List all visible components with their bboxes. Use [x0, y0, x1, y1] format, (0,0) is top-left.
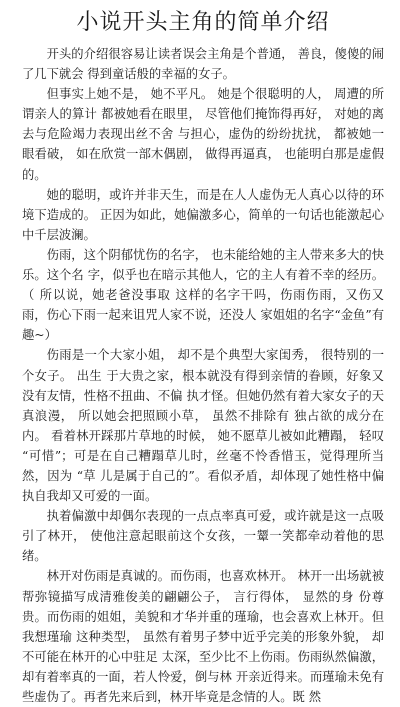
paragraph-5: 伤雨是一个大家小姐， 却不是个典型大家闺秀， 很特别的一个女子。 出生 于大贵之家，根本就没有得到亲情的眷顾，好象又没有友情，性格不扭曲、不偏 执才怪。但她仍然有着大家女子的天真浪漫， 所以她会把照顾小草， 虽然不排除有 独占欲的成分在内。 看着林开踩那片草地的时候， 她不愿草儿被如此糟蹋， 轻叹 “可惜”；可是在自己糟蹋草儿时，丝毫不怜香惜玉，觉得理所当然，因为 “草 儿是属于自己的”。看似矛盾，却体现了她性格中偏执自我却又可爱的一面。 [22, 348, 384, 504]
paragraph-1: 开头的介绍很容易让读者误会主角是个普通， 善良，傻傻的闹了几下就会 得到童话般的幸福的女子。 [22, 47, 384, 82]
paragraph-6: 执着偏激中却偶尔表现的一点点率真可爱，或许就是这一点吸引了林开， 使他注意起眼前这个女孩，一颦一笑都牵动着他的思绪。 [22, 509, 384, 564]
document-title: 小说开头主角的简单介绍 [76, 10, 330, 35]
paragraph-7: 林开对伤雨是真诚的。而伤雨，也喜欢林开。 林开一出场就被帮弥镜描写成清雅俊美的翩翩公子， 言行得体， 显然的身 份尊贵。而伤雨的姐姐，美貌和才华并重的瑾瑜，也会喜欢上林开。但我想瑾瑜 这种类型， 虽然有着男子梦中近乎完美的形象外貌， 却不可能在林开的心中驻足 太深，至少比不上伤雨。伤雨纵然偏激，却有着率真的一面，若人怜爱，倒与林 开亲近得来。而瑾瑜未免有些虚伪了。再者先来后到，林开毕竟是念情的人。既 然 [22, 569, 384, 704]
paragraph-2: 但事实上她不是， 她不平凡。 她是个很聪明的人， 周遭的所谓亲人的算计 都被她看在眼里， 尽管他们掩饰得再好， 对她的离去与危险竭力表现出丝不舍 与担心，虚伪的纷纷扰扰， 都被她一眼看破， 如在欣赏一部木偶剧， 做得再逼真， 也能明白那是虚假的。 [22, 87, 384, 182]
paragraph-4: 伤雨，这个阴郁忧伤的名字， 也未能给她的主人带来多大的快乐。这个名 字，似乎也在暗示其他人，它的主人有着不幸的经历。 （ 所以说，她老爸没事取 这样的名字干吗，伤雨伤雨，又伤又雨，伤心下雨一起来诅咒人家不说，还没人 家姐姐的名字“金鱼”有趣~） [22, 247, 384, 343]
paragraph-3: 她的聪明，或许并非天生，而是在人人虚伪无人真心以待的环境下造成的。 正因为如此，她偏激多心，简单的一句话也能激起心中千层波澜。 [22, 187, 384, 242]
